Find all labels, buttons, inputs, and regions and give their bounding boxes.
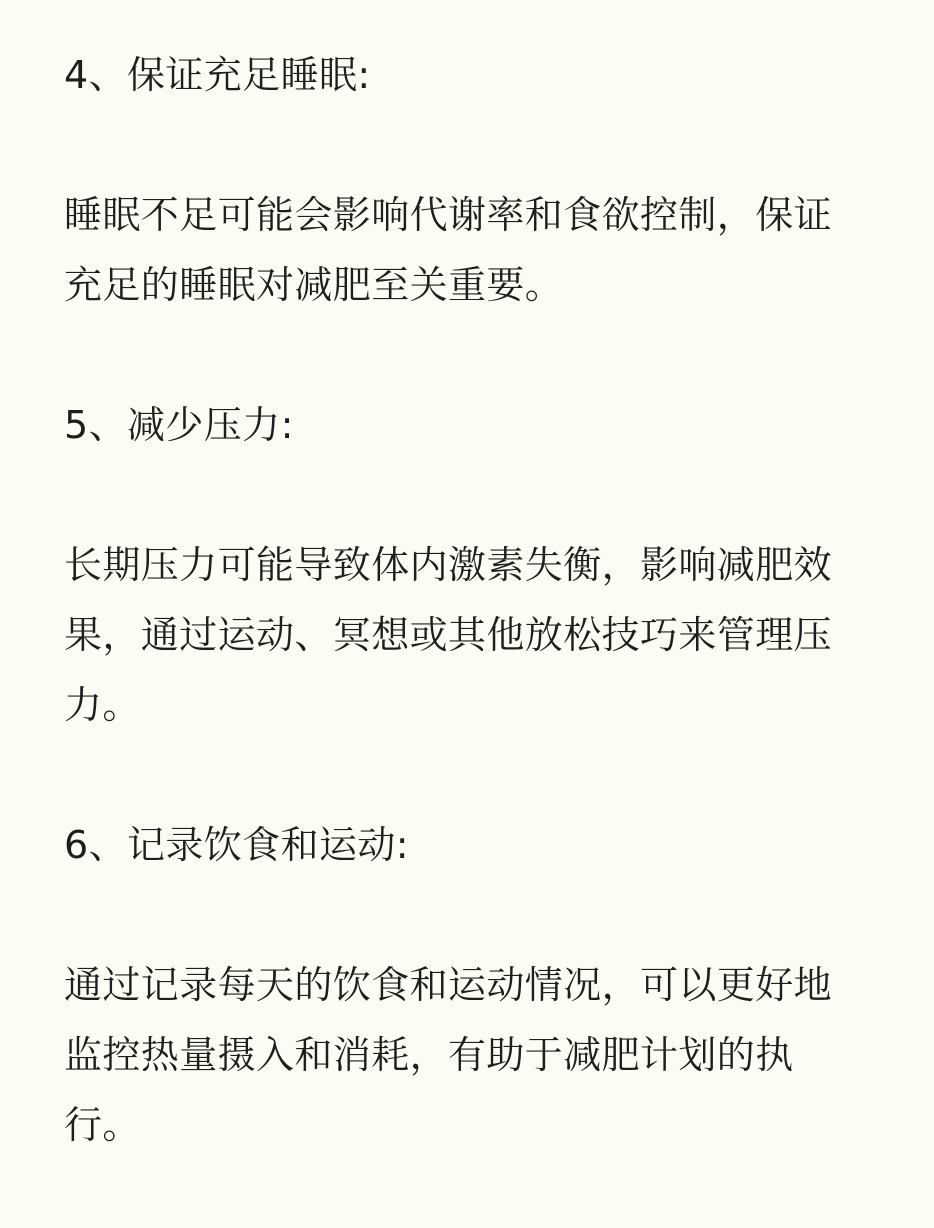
section-heading-4: 4、保证充足睡眠: (64, 53, 371, 97)
section-body-4: 睡眠不足可能会影响代谢率和食欲控制，保证充足的睡眠对减肥至关重要。 (64, 193, 833, 307)
section-body-5: 长期压力可能导致体内激素失衡，影响减肥效果，通过运动、冥想或其他放松技巧来管理压力。 (64, 543, 833, 727)
section-heading-5: 5、减少压力: (64, 403, 294, 447)
section-body-6: 通过记录每天的饮食和运动情况，可以更好地监控热量摄入和消耗，有助于减肥计划的执行。 (64, 963, 833, 1147)
section-heading-6: 6、记录饮食和运动: (64, 823, 409, 867)
